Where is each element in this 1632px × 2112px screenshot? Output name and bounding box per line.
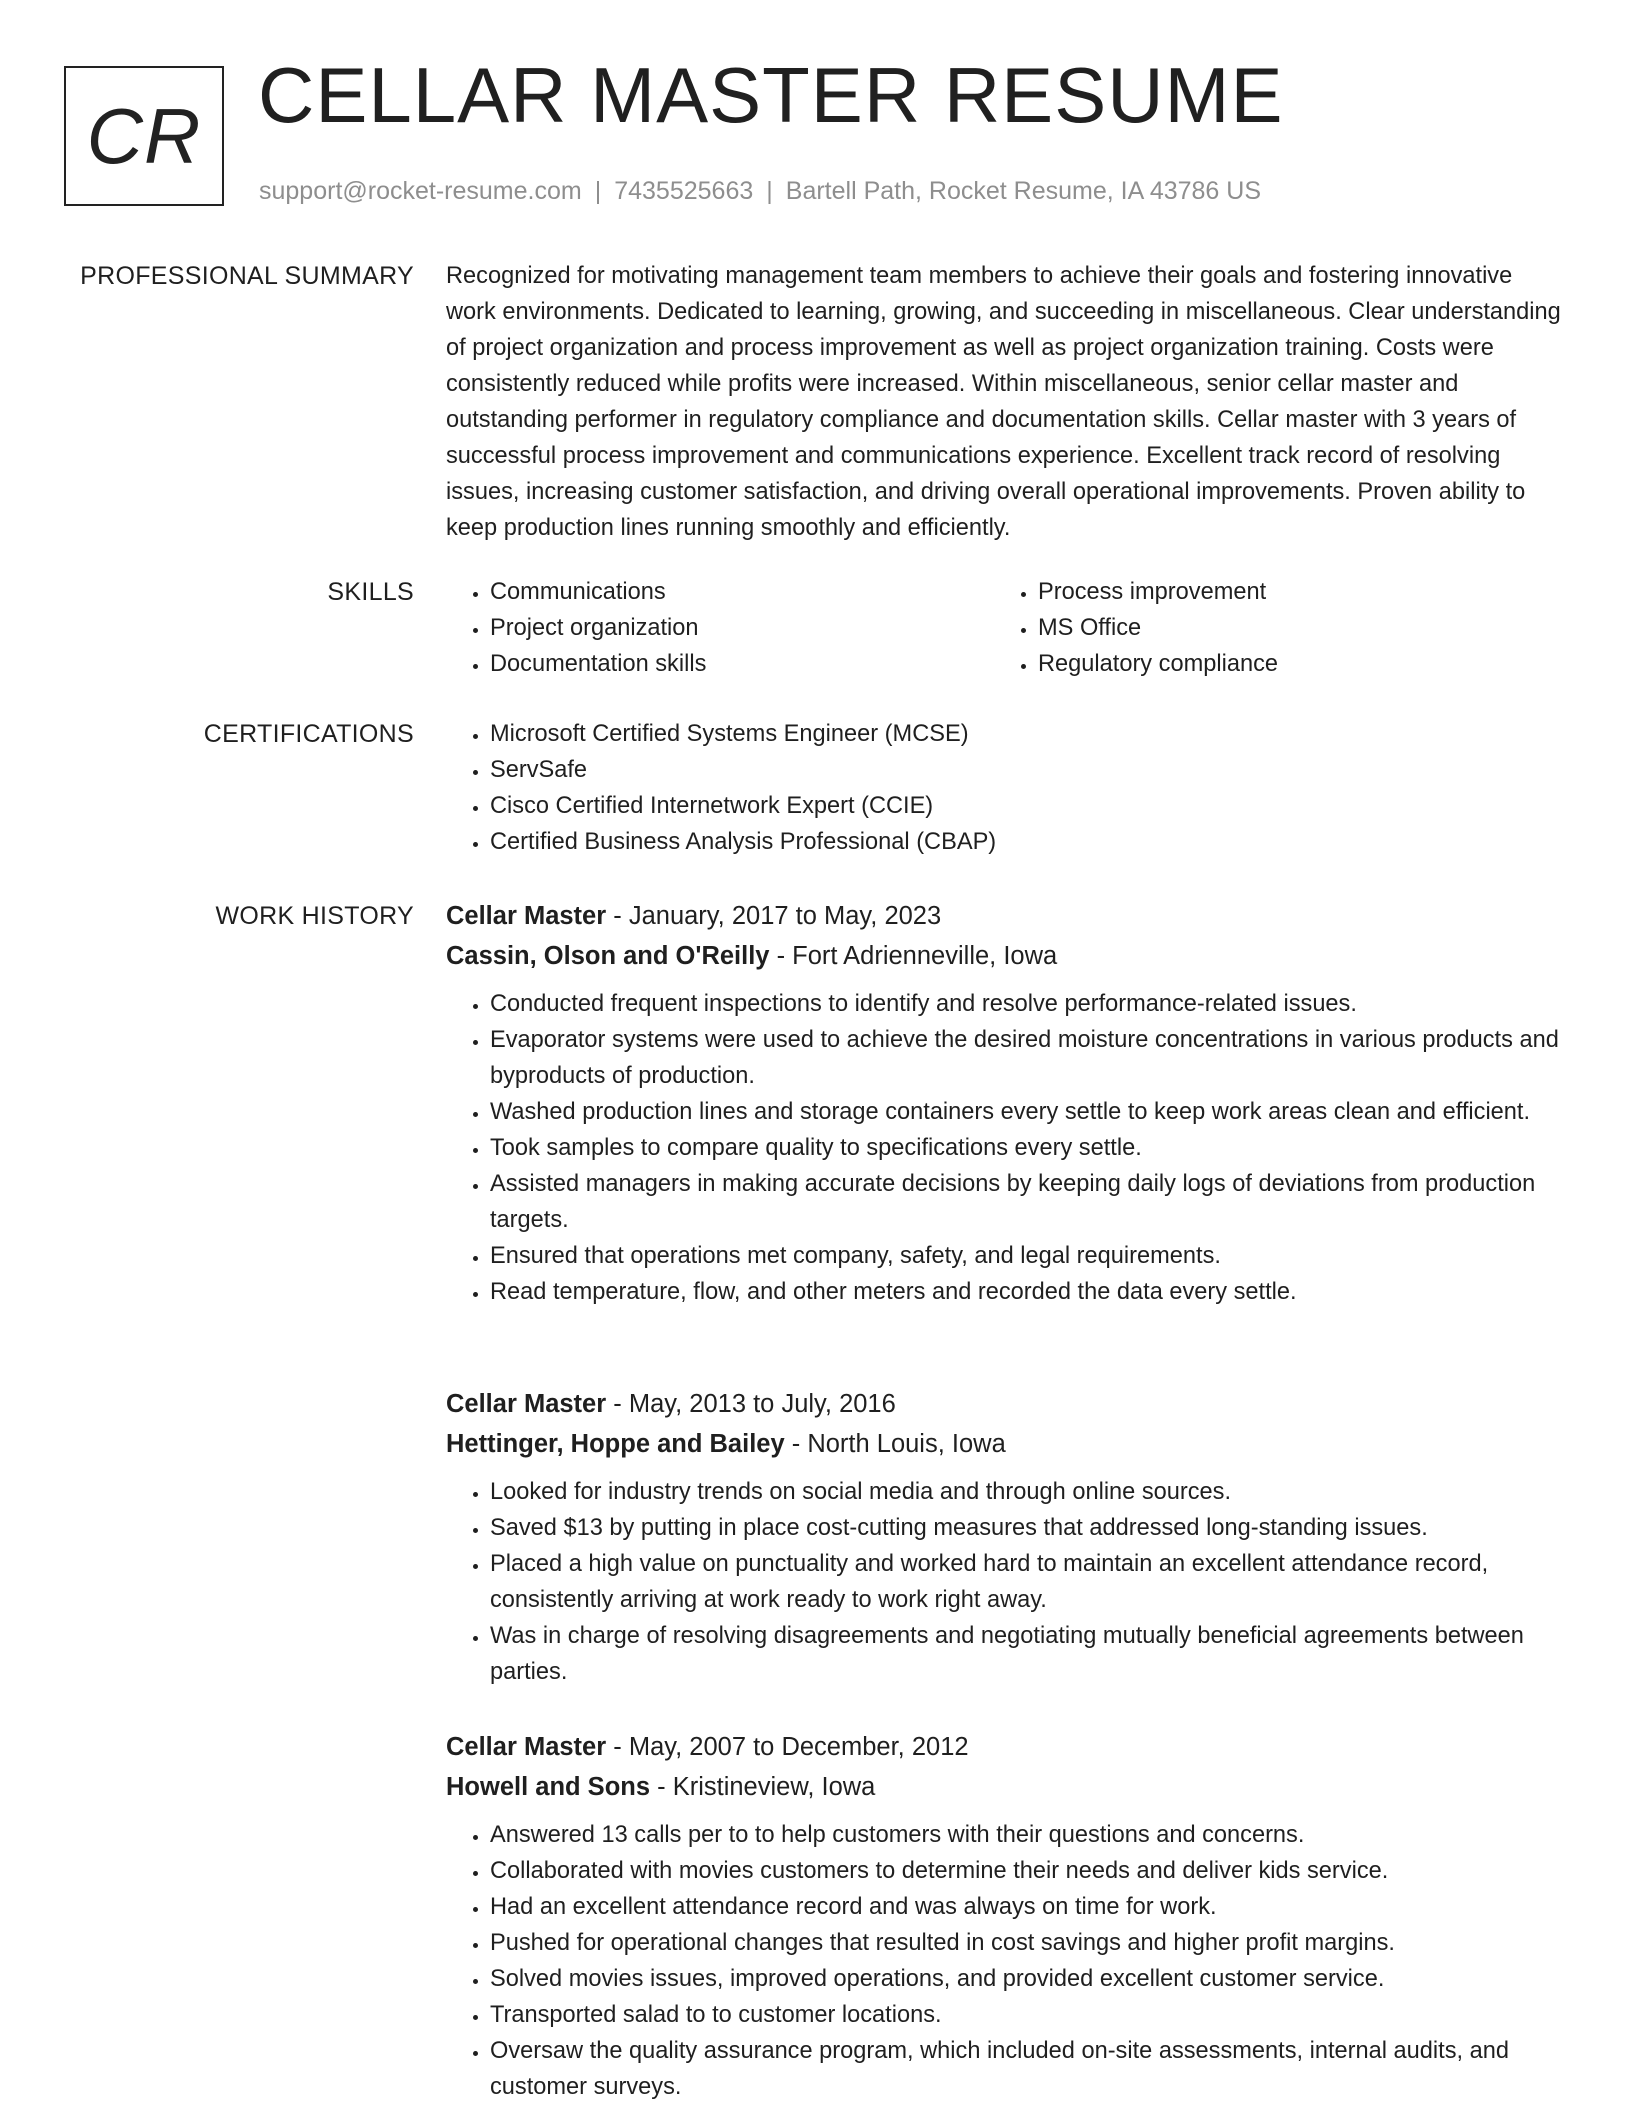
skill-item: • Documentation skills [490, 646, 994, 682]
monogram-logo: CR [64, 66, 224, 206]
skill-item: • Project organization [490, 610, 994, 646]
resume-title: CELLAR MASTER RESUME [258, 51, 1284, 139]
certification-item: • Certified Business Analysis Professional (CBAP) [490, 824, 1566, 860]
job-bullet: • Conducted frequent inspections to identify and resolve performance-related issues. [490, 986, 1566, 1022]
contact-phone: 7435525663 [614, 177, 754, 205]
job-bullet: • Saved $13 by putting in place cost-cutting measures that addressed long-standing issues. [490, 1510, 1566, 1546]
certification-item: • Cisco Certified Internetwork Expert (CCIE) [490, 788, 1566, 824]
certification-item: • Microsoft Certified Systems Engineer (MCSE) [490, 716, 1566, 752]
job-dates: - May, 2007 to December, 2012 [606, 1733, 969, 1761]
job-bullet: • Looked for industry trends on social media and through online sources. [490, 1474, 1566, 1510]
job-dates: - January, 2017 to May, 2023 [606, 902, 942, 930]
section-title-summary: PROFESSIONAL SUMMARY [80, 262, 414, 290]
job-location: - North Louis, Iowa [784, 1430, 1006, 1458]
job-company-line [446, 1767, 1566, 1807]
skill-item: • Process improvement [1038, 574, 1542, 610]
job-bullet: • Had an excellent attendance record and was always on time for work. [490, 1889, 1566, 1925]
job-bullet: • Ensured that operations met company, safety, and legal requirements. [490, 1238, 1566, 1274]
job-location: - Kristineview, Iowa [650, 1773, 876, 1801]
job-company-line [446, 936, 1566, 976]
job-company: Hettinger, Hoppe and Bailey [446, 1430, 785, 1458]
job-bullet: • Pushed for operational changes that resulted in cost savings and higher profit margins. [490, 1925, 1566, 1961]
job-bullet: • Read temperature, flow, and other meters and recorded the data every settle. [490, 1274, 1566, 1310]
job-role: Cellar Master [446, 1390, 607, 1418]
job-company: Howell and Sons [446, 1773, 651, 1801]
certification-item: • ServSafe [490, 752, 1566, 788]
job-entry [446, 1727, 1566, 2105]
section-title-work-history: WORK HISTORY [215, 902, 414, 930]
summary-body [446, 258, 1566, 546]
job-bullet: • Evaporator systems were used to achieve the desired moisture concentrations in various products and byproducts of production. [490, 1022, 1566, 1094]
job-bullet: • Placed a high value on punctuality and worked hard to maintain an excellent attendance record, consistently arriving at work ready to work right away. [490, 1546, 1566, 1618]
job-location: - Fort Adrienneville, Iowa [769, 942, 1058, 970]
section-title-certifications: CERTIFICATIONS [203, 720, 414, 748]
job-bullet: • Was in charge of resolving disagreements and negotiating mutually beneficial agreements between parties. [490, 1618, 1566, 1690]
summary-text: Recognized for motivating management team members to achieve their goals and fostering innovative work environments. Dedicated to learning, growing, and succeeding in miscellaneous. Clear understanding of project organization and process improvement as well as project organization training. Costs were consistently reduced while profits were increased. Within miscellaneous, senior cellar master and outstanding performer in regulatory compliance and documentation skills. Cellar master with 3 years of successful process improvement and communications experience. Excellent track record of resolving issues, increasing customer satisfaction, and driving overall operational improvements. Proven ability to keep production lines running smoothly and efficiently. [446, 263, 1561, 541]
job-title-line [446, 1384, 1566, 1424]
job-title-line [446, 1727, 1566, 1767]
skills-grid [446, 574, 1566, 682]
job-bullet: • Took samples to compare quality to specifications every settle. [490, 1130, 1566, 1166]
skill-item: • Regulatory compliance [1038, 646, 1542, 682]
contact-separator: | [594, 177, 602, 205]
contact-email: support@rocket-resume.com [259, 177, 582, 205]
job-bullet: • Assisted managers in making accurate decisions by keeping daily logs of deviations from production targets. [490, 1166, 1566, 1238]
job-entry [446, 896, 1566, 1310]
job-company: Cassin, Olson and O'Reilly [446, 942, 770, 970]
job-bullet: • Washed production lines and storage containers every settle to keep work areas clean and efficient. [490, 1094, 1566, 1130]
skills-column-left [446, 574, 994, 682]
job-role: Cellar Master [446, 1733, 607, 1761]
section-title-skills: SKILLS [327, 578, 414, 606]
job-bullet: • Transported salad to to customer locations. [490, 1997, 1566, 2033]
job-role: Cellar Master [446, 902, 607, 930]
certifications-body [446, 716, 1566, 860]
job-bullet: • Answered 13 calls per to to help customers with their questions and concerns. [490, 1817, 1566, 1853]
job-bullet: • Solved movies issues, improved operations, and provided excellent customer service. [490, 1961, 1566, 1997]
job-entry [446, 1384, 1566, 1690]
skill-item: • MS Office [1038, 610, 1542, 646]
contact-address: Bartell Path, Rocket Resume, IA 43786 US [785, 177, 1262, 205]
job-title-line [446, 896, 1566, 936]
job-bullet: • Oversaw the quality assurance program, which included on-site assessments, internal audits, and customer surveys. [490, 2033, 1566, 2105]
job-bullet: • Collaborated with movies customers to determine their needs and deliver kids service. [490, 1853, 1566, 1889]
job-dates: - May, 2013 to July, 2016 [606, 1390, 896, 1418]
contact-separator: | [766, 177, 773, 205]
contact-line [259, 176, 1261, 206]
skill-item: • Communications [490, 574, 994, 610]
job-company-line [446, 1424, 1566, 1464]
skills-body [446, 574, 1566, 682]
skills-column-right [994, 574, 1542, 682]
